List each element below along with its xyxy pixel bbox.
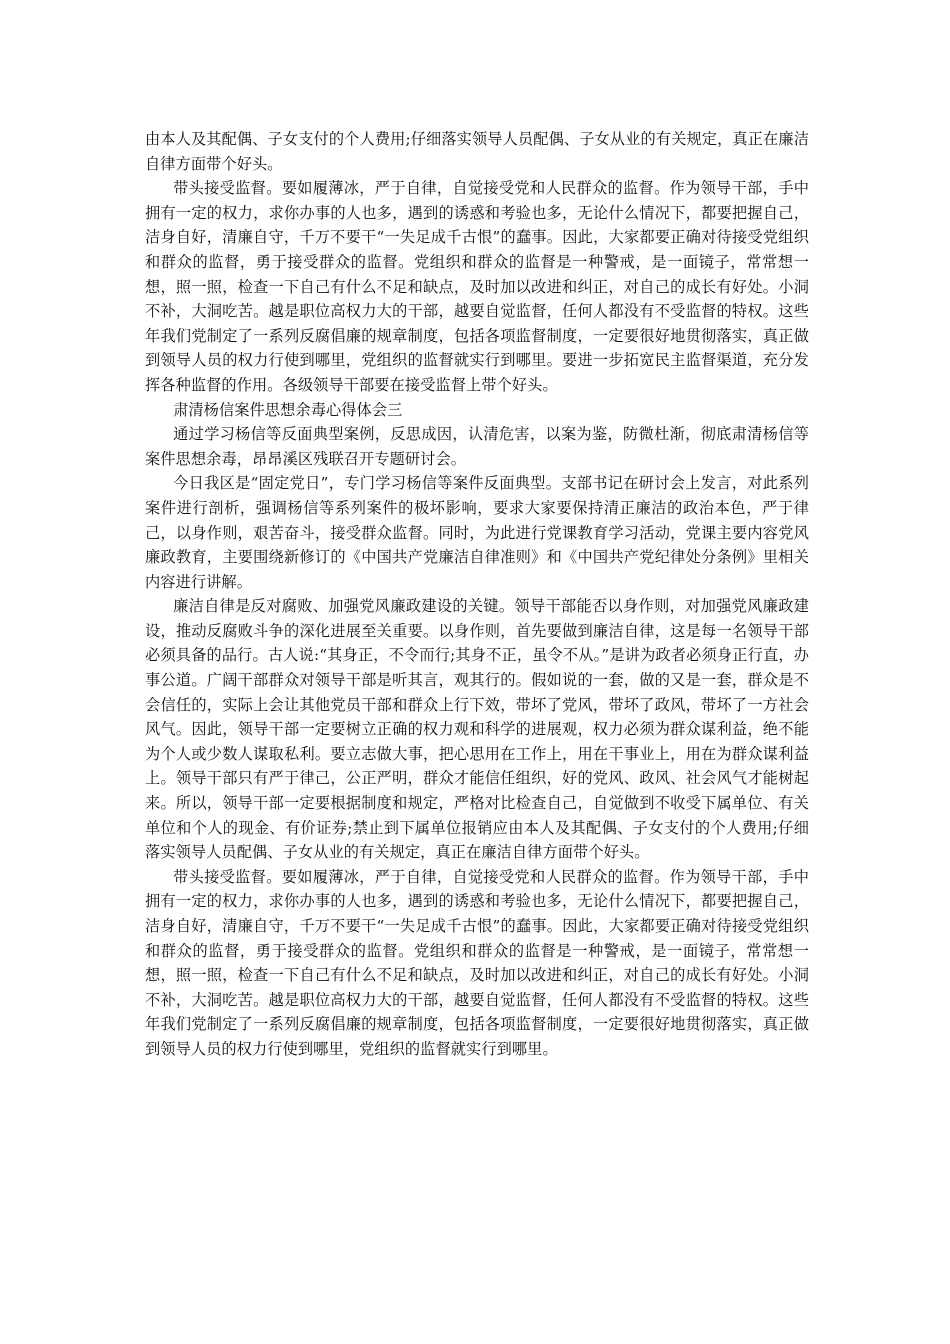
paragraph-party-day: 今日我区是“固定党日”，专门学习杨信等案件反面典型。支部书记在研讨会上发言，对此系列案件进行剖析，强调杨信等系列案件的极坏影响，要求大家要保持清正廉洁的政治本色，严于律己，以身作则，艰苦奋斗，接受群众监督。同时，为此进行党课教育学习活动，党课主要内容党风廉政教育，主要围绕新修订的《中国共产党廉洁自律准则》和《中国共产党纪律处分条例》里相关内容进行讲解。 [145, 474, 809, 591]
paragraph-supervision: 带头接受监督。要如履薄冰，严于自律，自觉接受党和人民群众的监督。作为领导干部，手中拥有一定的权力，求你办事的人也多，遇到的诱惑和考验也多，无论什么情况下，都要把握自己，洁身自好，清廉自守，千万不要干“一失足成千古恨”的蠢事。因此，大家都要正确对待接受党组织和群众的监督，勇于接受群众的监督。党组织和群众的监督是一种警戒，是一面镜子，常常想一想，照一照，检查一下自己有什么不足和缺点，及时加以改进和纠正，对自己的成长有好处。小洞不补，大洞吃苦。越是职位高权力大的干部，越要自觉监督，任何人都没有不受监督的特权。这些年我们党制定了一系列反腐倡廉的规章制度，包括各项监督制度，一定要很好地贯彻落实，真正做到领导人员的权力行使到哪里，党组织的监督就实行到哪里。要进一步拓宽民主监督渠道，充分发挥各种监督的作用。各级领导干部要在接受监督上带个好头。 [145, 179, 809, 394]
paragraph-supervision-repeat: 带头接受监督。要如履薄冰，严于自律，自觉接受党和人民群众的监督。作为领导干部，手中拥有一定的权力，求你办事的人也多，遇到的诱惑和考验也多，无论什么情况下，都要把握自己，洁身自好，清廉自守，千万不要干“一失足成千古恨”的蠢事。因此，大家都要正确对待接受党组织和群众的监督，勇于接受群众的监督。党组织和群众的监督是一种警戒，是一面镜子，常常想一想，照一照，检查一下自己有什么不足和缺点，及时加以改进和纠正，对自己的成长有好处。小洞不补，大洞吃苦。越是职位高权力大的干部，越要自觉监督，任何人都没有不受监督的特权。这些年我们党制定了一系列反腐倡廉的规章制度，包括各项监督制度，一定要很好地贯彻落实，真正做到领导人员的权力行使到哪里，党组织的监督就实行到哪里。 [145, 867, 809, 1058]
paragraph-continuation: 由本人及其配偶、子女支付的个人费用;仔细落实领导人员配偶、子女从业的有关规定，真正在廉洁自律方面带个好头。 [145, 130, 809, 173]
paragraph-intro: 通过学习杨信等反面典型案例，反思成因，认清危害，以案为鉴，防微杜渐，彻底肃清杨信等案件思想余毒，昂昂溪区残联召开专题研讨会。 [145, 425, 809, 468]
section-heading: 肃清杨信案件思想余毒心得体会三 [173, 400, 403, 419]
paragraph-self-discipline: 廉洁自律是反对腐败、加强党风廉政建设的关键。领导干部能否以身作则，对加强党风廉政建设，推动反腐败斗争的深化进展至关重要。以身作则，首先要做到廉洁自律，这是每一名领导干部必须具备的品行。古人说:“其身正，不令而行;其身不正，虽令不从。”是讲为政者必须身正行直，办事公道。广阔干部群众对领导干部是听其言，观其行的。假如说的一套，做的又是一套，群众是不会信任的，实际上会让其他党员干部和群众上行下效，带坏了党风，带坏了政风，带坏了一方社会风气。因此，领导干部一定要树立正确的权力观和科学的进展观，权力必须为群众谋利益，绝不能为个人或少数人谋取私利。要立志做大事，把心思用在工作上，用在干事业上，用在为群众谋利益上。领导干部只有严于律己，公正严明，群众才能信任组织，好的党风、政风、社会风气才能树起来。所以，领导干部一定要根据制度和规定，严格对比检查自己，自觉做到不收受下属单位、有关单位和个人的现金、有价证券;禁止到下属单位报销应由本人及其配偶、子女支付的个人费用;仔细落实领导人员配偶、子女从业的有关规定，真正在廉洁自律方面带个好头。 [145, 597, 809, 862]
document-body [145, 127, 809, 1062]
